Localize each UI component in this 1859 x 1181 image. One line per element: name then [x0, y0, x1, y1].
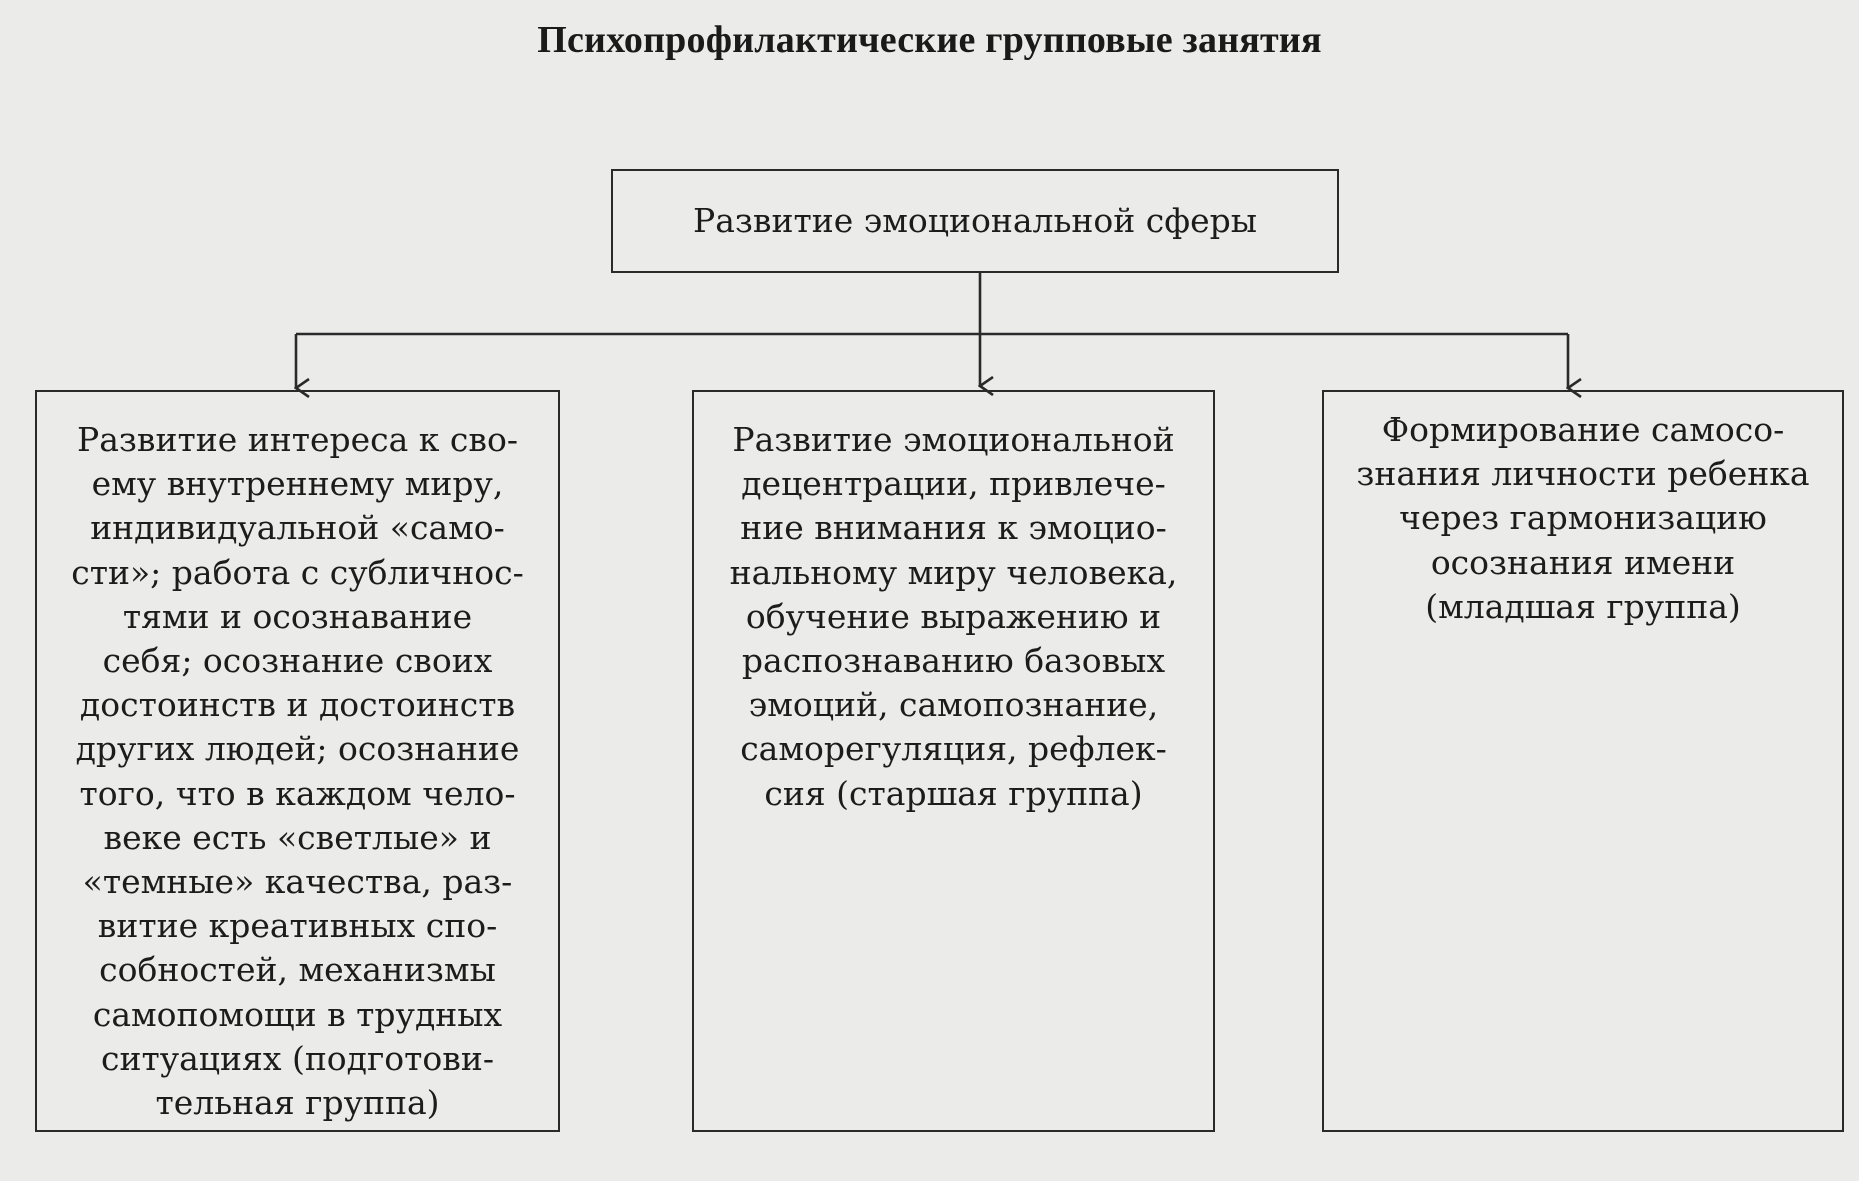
child-node-center-label: Развитие эмоциональной децентрации, привлече- ние внимания к эмоцио- нальному миру человека, обучение выражению и распознаванию базовых эмоций, самопознание, саморегуляция, рефлек- сия (старшая группа) — [729, 420, 1178, 813]
root-node-label: Развитие эмоциональной сферы — [693, 201, 1257, 240]
diagram-title: Психопрофилактические групповые занятия — [537, 19, 1322, 61]
child-node-right-label: Формирование самосо- знания личности ребенка через гармонизацию осознания имени (младшая группа) — [1356, 410, 1810, 626]
child-node-left-label: Развитие интереса к сво- ему внутреннему миру, индивидуальной «само- сти»; работа с субличнос- тями и осознавание себя; осознание своих достоинств и достоинств других людей; осознание того, что в каждом чело- веке есть «светлые» и «темные» качества, раз- витие креативных спо- собностей, механизмы самопомощи в трудных ситуациях (подготови- тельная группа) — [71, 420, 524, 1123]
